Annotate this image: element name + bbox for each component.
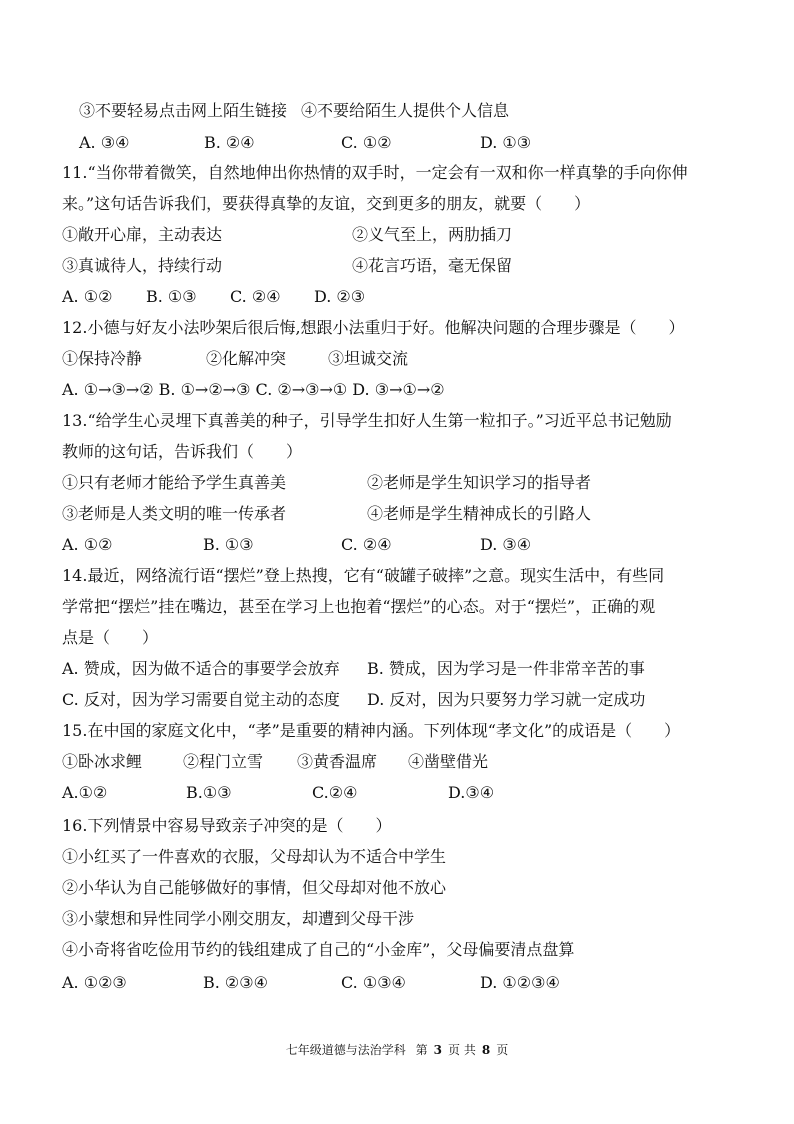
q14-option-b: B. 赞成，因为学习是一件非常辛苦的事	[367, 659, 645, 678]
q16-item-3: ③小蒙想和异性同学小刚交朋友，却遭到父母干涉	[62, 909, 415, 928]
q11-option-a: A. ①②	[62, 287, 113, 306]
q14-options-row-2	[62, 690, 742, 710]
q11-item-4: ④花言巧语，毫无保留	[352, 256, 513, 275]
footer-page-total: 8	[481, 1043, 491, 1057]
footer-page-prefix: 第	[415, 1043, 428, 1057]
footer-page-mid: 页 共	[448, 1043, 476, 1057]
q13-item-1: ①只有老师才能给予学生真善美	[62, 473, 287, 492]
q16-option-c: C. ①③④	[341, 973, 406, 992]
page-footer	[0, 1042, 794, 1058]
q13-item-4: ④老师是学生精神成长的引路人	[367, 504, 592, 523]
q13-option-a: A. ①②	[62, 535, 113, 554]
q13-option-d: D. ③④	[480, 535, 532, 554]
q10-options	[79, 133, 759, 153]
footer-page-number: 3	[433, 1043, 442, 1057]
q11-item-3: ③真诚待人，持续行动	[62, 256, 223, 275]
q12-item-1: ①保持冷静	[62, 349, 143, 368]
q11-item-2: ②义气至上，两肋插刀	[352, 225, 513, 244]
q15-item-2: ②程门立雪	[183, 752, 264, 771]
q11-option-b: B. ①③	[146, 287, 197, 306]
q12-item-3: ③坦诚交流	[328, 349, 409, 368]
q15-option-b: B.①③	[186, 783, 232, 802]
q12-items	[62, 349, 742, 369]
footer-page-suffix: 页	[496, 1043, 509, 1057]
q15-item-4: ④凿壁借光	[408, 752, 489, 771]
q10-item-4: ④不要给陌生人提供个人信息	[301, 101, 510, 120]
q13-item-3: ③老师是人类文明的唯一传承者	[62, 504, 287, 523]
footer-subject: 七年级道德与法治学科	[285, 1043, 406, 1057]
q16-option-d: D. ①②③④	[480, 973, 560, 992]
q14-option-d: D. 反对，因为只要努力学习就一定成功	[367, 690, 646, 709]
q11-stem-line-2: 来。”这句话告诉我们，要获得真挚的友谊，交到更多的朋友，就要（ ）	[62, 194, 591, 213]
q13-stem-line-2: 教师的这句话，告诉我们（ ）	[62, 442, 303, 461]
q15-options	[62, 783, 742, 803]
q13-option-b: B. ①③	[203, 535, 254, 554]
q16-item-2: ②小华认为自己能够做好的事情，但父母却对他不放心	[62, 878, 447, 897]
q13-option-c: C. ②④	[341, 535, 392, 554]
q15-item-1: ①卧冰求鲤	[62, 752, 143, 771]
q15-items	[62, 752, 742, 772]
q13-options	[62, 535, 742, 555]
q11-item-1: ①敞开心扉，主动表达	[62, 225, 223, 244]
q10-option-b: B. ②④	[204, 133, 255, 152]
q16-options	[62, 973, 742, 993]
q12-stem: 12.小德与好友小法吵架后很后悔,想跟小法重归于好。他解决问题的合理步骤是（ ）	[62, 318, 685, 337]
q15-item-3: ③黄香温席	[297, 752, 378, 771]
q14-option-c: C. 反对，因为学习需要自觉主动的态度	[62, 690, 340, 709]
q11-items-row-1	[62, 225, 742, 245]
q11-items-row-2	[62, 256, 742, 276]
q10-item-3: ③不要轻易点击网上陌生链接	[79, 101, 288, 120]
q11-option-d: D. ②③	[314, 287, 366, 306]
q12-item-2: ②化解冲突	[206, 349, 287, 368]
q10-option-c: C. ①②	[341, 133, 392, 152]
q10-items-line	[79, 101, 759, 121]
q11-options	[62, 287, 742, 307]
q11-stem-line-1: 11.“当你带着微笑，自然地伸出你热情的双手时，一定会有一双和你一样真挚的手向你伸	[62, 163, 688, 182]
q12-options: A. ①→③→② B. ①→②→③ C. ②→③→① D. ③→①→②	[62, 380, 445, 399]
q10-option-d: D. ①③	[480, 133, 532, 152]
q16-option-a: A. ①②③	[62, 973, 127, 992]
q13-item-2: ②老师是学生知识学习的指导者	[367, 473, 592, 492]
q16-option-b: B. ②③④	[203, 973, 268, 992]
q14-option-a: A. 赞成，因为做不适合的事要学会放弃	[62, 659, 340, 678]
q16-item-4: ④小奇将省吃俭用节约的钱组建成了自己的“小金库”，父母偏要清点盘算	[62, 940, 575, 959]
q15-option-a: A.①②	[62, 783, 108, 802]
q13-stem-line-1: 13.“给学生心灵埋下真善美的种子，引导学生扣好人生第一粒扣子。”习近平总书记勉励	[62, 411, 672, 430]
q14-stem-line-1: 14.最近，网络流行语“摆烂”登上热搜，它有“破罐子破摔”之意。现实生活中，有些同	[62, 566, 665, 585]
q15-option-d: D.③④	[448, 783, 495, 802]
q10-option-a: A. ③④	[79, 133, 130, 152]
q14-options-row-1	[62, 659, 742, 679]
q13-items-row-2	[62, 504, 742, 524]
q14-stem-line-2: 学常把“摆烂”挂在嘴边，甚至在学习上也抱着“摆烂”的心态。对于“摆烂”，正确的观	[62, 597, 656, 616]
q16-item-1: ①小红买了一件喜欢的衣服，父母却认为不适合中学生	[62, 847, 447, 866]
q15-option-c: C.②④	[312, 783, 358, 802]
q14-stem-line-3: 点是（ ）	[62, 628, 159, 647]
q11-option-c: C. ②④	[230, 287, 281, 306]
q13-items-row-1	[62, 473, 742, 493]
q15-stem: 15.在中国的家庭文化中，“孝”是重要的精神内涵。下列体现“孝文化”的成语是（ ）	[62, 721, 681, 740]
q16-stem: 16.下列情景中容易导致亲子冲突的是（ ）	[62, 816, 392, 835]
